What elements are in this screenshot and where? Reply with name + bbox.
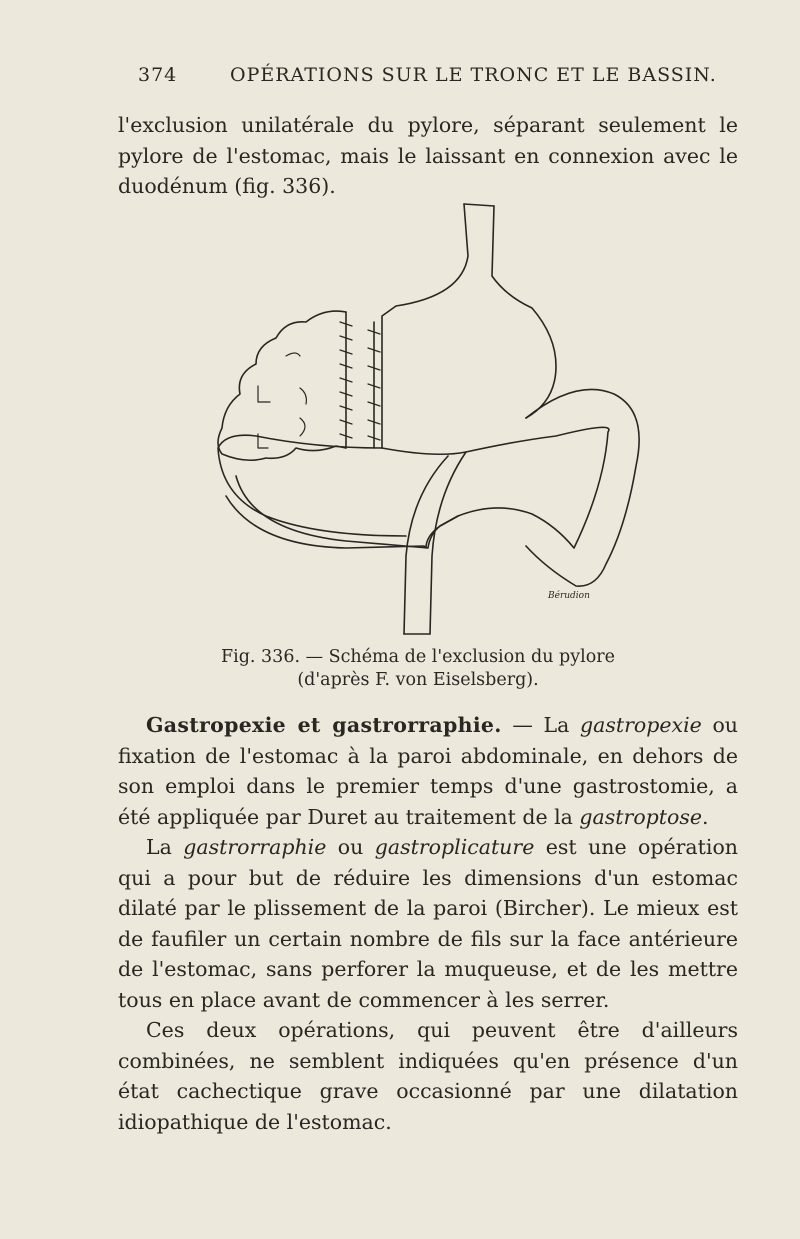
duodenum-right xyxy=(430,452,466,634)
stump-mark-4 xyxy=(300,418,305,436)
section-title: Gastropexie et gastrorraphie. xyxy=(146,713,502,737)
esophagus-top xyxy=(464,204,494,206)
stump-mark-3 xyxy=(300,388,306,404)
page-number: 374 xyxy=(138,64,178,86)
esophagus-left-wall xyxy=(382,204,468,448)
paragraph-gastropexie: Gastropexie et gastrorraphie. — La gastropexie ou fixation de l'estomac à la paroi abdominale, en dehors de son emploi dans le premier temps d'une gastrostomie, a été appliquée par Duret au traitement de la gastroptose. xyxy=(118,713,738,829)
figure-caption xyxy=(188,646,648,692)
section-gastrorraphie xyxy=(118,832,738,1137)
engraver-signature: Bérudion xyxy=(548,591,590,601)
running-title: OPÉRATIONS SUR LE TRONC ET LE BASSIN. xyxy=(230,64,717,86)
pyloric-stump xyxy=(218,311,346,460)
paragraph-gastrorraphie: La gastrorraphie ou gastroplicature est une opération qui a pour but de réduire les dimensions d'un estomac dilaté par le plissement de la paroi (Bircher). Le mieux est de faufiler un certain nombre de fils sur la face antérieure de l'estomac, sans perforer la muqueuse, et de les mettre tous en place avant de commencer à les serrer. xyxy=(118,835,738,1012)
caption-line-2: (d'après F. von Eiselsberg). xyxy=(297,670,539,690)
paragraph-conclusion: Ces deux opérations, qui peuvent être d'ailleurs combinées, ne semblent indiquées qu'en présence d'un état cachectique grave occasionné par une dilatation idiopathique de l'estomac. xyxy=(118,1018,738,1134)
figure-336 xyxy=(196,196,656,646)
term-gastroptose: gastroptose xyxy=(579,804,703,829)
intro-paragraph-block xyxy=(118,110,738,202)
term-gastroplicature: gastroplicature xyxy=(374,835,535,859)
caption-line-1: Fig. 336. — Schéma de l'exclusion du pylore xyxy=(220,647,615,667)
intestine-loop-outer xyxy=(226,427,609,548)
stump-mark-5 xyxy=(286,353,300,356)
term-gastropexie: gastropexie xyxy=(580,713,702,737)
intro-paragraph: l'exclusion unilatérale du pylore, séparant seulement le pylore de l'estomac, mais le laissant en connexion avec le duodénum (fig. 336). xyxy=(118,113,738,198)
greater-curvature xyxy=(526,389,639,586)
stump-mark-1 xyxy=(258,386,270,402)
intestine-loop-inner xyxy=(236,476,458,548)
term-gastrorraphie: gastrorraphie xyxy=(183,835,327,859)
esophagus-right-wall xyxy=(492,206,556,418)
pylorus-exclusion-diagram xyxy=(196,196,656,646)
section-gastropexie xyxy=(118,710,738,832)
